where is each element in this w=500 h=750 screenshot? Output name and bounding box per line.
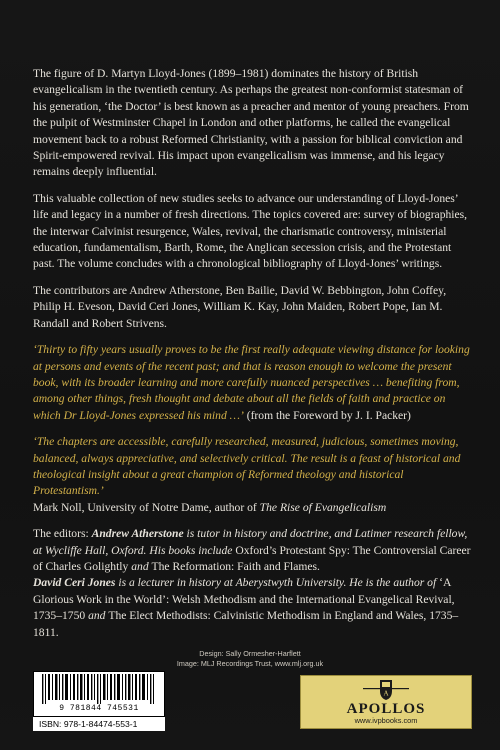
- editor-1-book-1: Oxford’s Protestant Spy: The Controversial Career of Charles Golightly: [33, 543, 471, 573]
- editor-1-and: and: [128, 559, 152, 573]
- barcode: [33, 671, 165, 717]
- packer-quote: [33, 342, 473, 424]
- editors-paragraph: [33, 526, 473, 641]
- packer-quote-text: ‘Thirty to fifty years usually proves to be the first really adequate viewing distance for looking at persons and events of the recent past; and that is reason enough to welcome the present book, with its broader learning and more carefully nuanced perspectives … benefiting from, among other things, fresh thought and debate about all the fields of faith and practice on which Dr Lloyd-Jones expressed his mind …’: [33, 343, 470, 422]
- editor-1-book-2: The Reformation: Faith and Flames.: [151, 559, 320, 573]
- isbn-label: ISBN: 978-1-84474-553-1: [33, 717, 165, 731]
- editor-2-name: David Ceri Jones: [33, 576, 116, 590]
- description-paragraph-2: This valuable collection of new studies seeks to advance our understanding of Lloyd-Jones’ life and legacy in a number of fresh directions. The topics covered are: survey of biographies, the interwar Calvinist resurgence, Wales, revival, the charismatic controversy, ministerial education, fundamentalism, Barth, Rome, the Anglican secession crisis, and the Protestant past. The volume concludes with a chronological bibliography of Lloyd-Jones’ writings.: [33, 191, 468, 271]
- credits: [0, 649, 500, 669]
- editor-1-name: Andrew Atherstone: [91, 527, 184, 541]
- barcode-digits: 9 781844 745531: [59, 704, 139, 713]
- publisher-url: www.ivpbooks.com: [354, 716, 418, 725]
- image-credit: Image: MLJ Recordings Trust, www.mlj.org.uk: [176, 659, 324, 668]
- publisher-name: APOLLOS: [346, 701, 426, 717]
- editor-2-book-2: The Elect Methodists: Calvinistic Methodism in England and Wales, 1735–1811.: [33, 609, 459, 639]
- editor-1-description: is tutor in history and doctrine, and Latimer research fellow, at Wycliffe Hall, Oxford. His books include: [33, 527, 468, 557]
- noll-quote-text: ‘The chapters are accessible, carefully researched, measured, judicious, sometimes moving, balanced, always appreciative, and selectively critical. The result is a feast of historical and theological insight about a great champion of Reformed theology and historical Protestantism.’: [33, 435, 461, 498]
- editors-intro: The editors:: [33, 527, 92, 541]
- editor-2-book-1: ‘A Glorious Work in the World’: Welsh Methodism and the International Evangelical Revival, 1735–1750: [33, 576, 455, 623]
- design-credit: Design: Sally Ormesher-Harflett: [199, 649, 301, 658]
- noll-book-title: The Rise of Evangelicalism: [259, 500, 387, 514]
- editor-2-and: and: [85, 609, 109, 623]
- noll-attribution-name: Mark Noll, University of Notre Dame, author of: [33, 500, 260, 514]
- barcode-bars-icon: [42, 674, 156, 704]
- shield-logo-icon: [363, 679, 409, 701]
- contributors-paragraph: The contributors are Andrew Atherstone, Ben Bailie, David W. Bebbington, John Coffey, Philip H. Eveson, David Ceri Jones, William K. Kay, John Maiden, Robert Pope, Ian M. Randall and Robert Strivens.: [33, 283, 447, 330]
- blurb: [33, 66, 473, 651]
- publisher-logo: [300, 675, 472, 729]
- noll-quote: [33, 434, 473, 516]
- description-paragraph-1: The figure of D. Martyn Lloyd-Jones (1899–1981) dominates the history of British evangelicalism in the twentieth century. As perhaps the greatest non-conformist statesman of his generation, ‘the Doctor’ is best known as a preacher and mentor of young preachers. From the pulpit of Westminster Chapel in London and other platforms, he called the evangelical movement back to a robust Reformed Christianity, with a passion for biblical conviction and Spirit-empowered revival. His impact upon evangelicalism was immense, and his legacy remains deeply influential.: [33, 67, 469, 179]
- packer-quote-attribution: (from the Foreword by J. I. Packer): [243, 408, 411, 422]
- editor-2-description: is a lecturer in history at Aberystwyth University. He is the author of: [115, 576, 440, 590]
- svg-text:A: A: [383, 689, 389, 698]
- noll-quote-attribution: [33, 501, 386, 514]
